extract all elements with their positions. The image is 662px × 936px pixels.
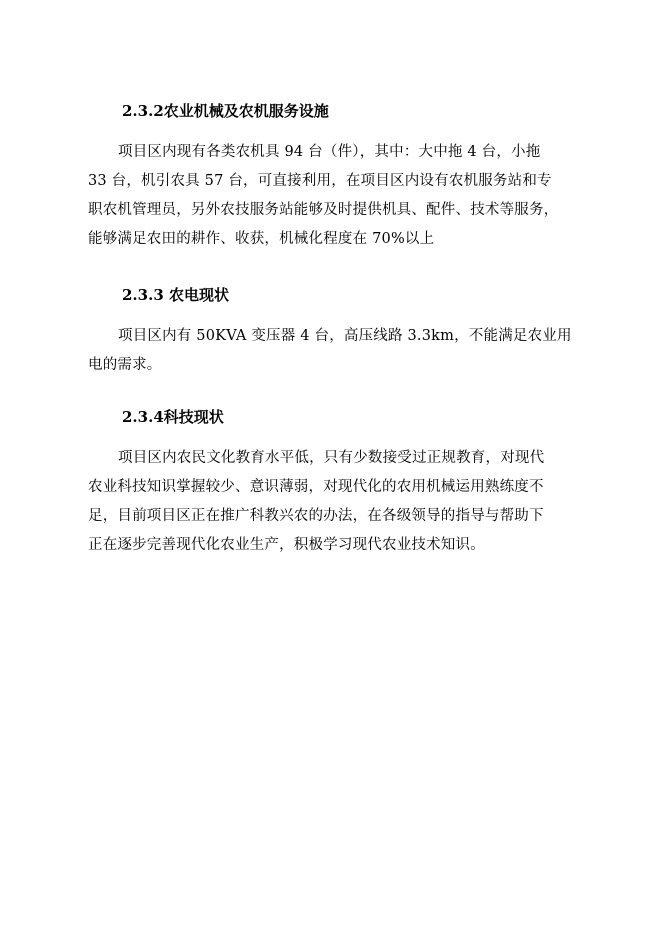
paragraph-line: 33 台，机引农具 57 台，可直接利用，在项目区内设有农机服务站和专	[88, 173, 552, 189]
paragraph-line: 能够满足农田的耕作、收获，机械化程度在 70%以上	[88, 231, 435, 247]
section-heading-2-3-2: 2.3.2农业机械及农机服务设施	[122, 102, 329, 120]
paragraph-line: 职农机管理员，另外农技服务站能够及时提供机具、配件、技术等服务，	[88, 202, 559, 218]
paragraph-line: 农业科技知识掌握较少、意识薄弱，对现代化的农用机械运用熟练度不	[88, 479, 544, 495]
section-heading-2-3-4: 2.3.4科技现状	[122, 408, 224, 426]
section-heading-2-3-3: 2.3.3 农电现状	[122, 286, 229, 304]
paragraph-rural-electricity	[88, 322, 588, 380]
paragraph-line: 项目区内现有各类农机具 94 台（件），其中：大中拖 4 台，小拖	[118, 144, 541, 160]
paragraph-technology-status	[88, 444, 588, 560]
paragraph-line: 电的需求。	[88, 357, 162, 373]
paragraph-agricultural-machinery	[88, 138, 588, 254]
section-rural-electricity	[88, 285, 588, 380]
section-technology-status	[88, 407, 588, 560]
paragraph-line: 项目区内农民文化教育水平低，只有少数接受过正规教育，对现代	[118, 450, 545, 466]
paragraph-line: 项目区内有 50KVA 变压器 4 台，高压线路 3.3km，不能满足农业用	[118, 328, 572, 344]
paragraph-line: 足，目前项目区正在推广科教兴农的办法，在各级领导的指导与帮助下	[88, 508, 544, 524]
section-agricultural-machinery	[88, 101, 588, 254]
paragraph-line: 正在逐步完善现代化农业生产，积极学习现代农业技术知识。	[88, 537, 485, 553]
